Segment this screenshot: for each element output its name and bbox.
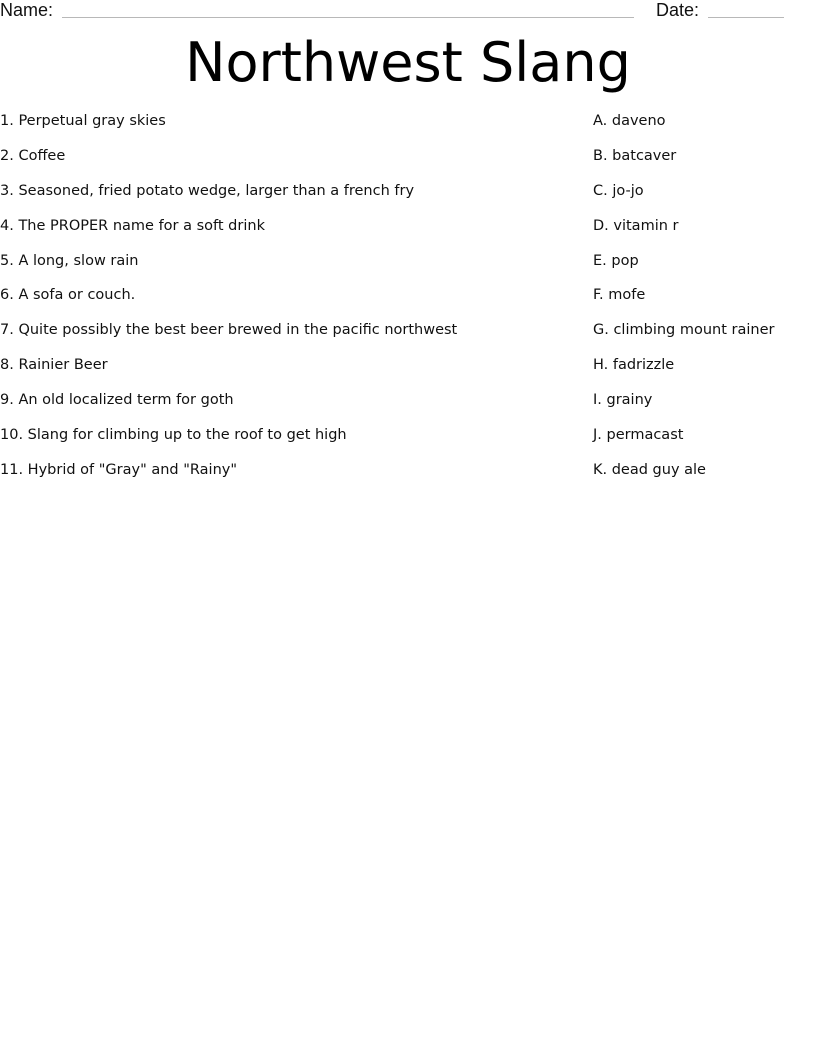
answer-item: C. jo-jo [593,182,644,199]
answer-item: E. pop [593,252,639,269]
answer-item: F. mofe [593,287,646,304]
answer-item: D. vitamin r [593,217,679,234]
answer-item: K. dead guy ale [593,461,706,478]
answer-item: A. daveno [593,113,666,129]
clue-item: 4. The PROPER name for a soft drink [0,217,265,234]
page-title: Northwest Slang [185,31,631,94]
answer-item: I. grainy [593,392,653,409]
date-label: Date: [656,0,700,20]
answer-list [593,111,815,495]
clue-list [0,111,570,495]
clue-item: 7. Quite possibly the best beer brewed in the pacific northwest [0,322,458,339]
clue-item: 5. A long, slow rain [0,252,139,269]
clue-item: 3. Seasoned, fried potato wedge, larger than a french fry [0,182,415,199]
name-label: Name: [0,0,54,20]
answer-item: B. batcaver [593,147,677,164]
worksheet-header [0,0,816,24]
name-blank-line [62,17,634,18]
date-blank-line [708,17,784,18]
clue-item: 1. Perpetual gray skies [0,113,166,129]
answer-item: H. fadrizzle [593,357,675,374]
clue-item: 8. Rainier Beer [0,357,108,374]
answer-item: G. climbing mount rainer [593,322,775,339]
answer-item: J. permacast [593,427,684,444]
clue-item: 2. Coffee [0,147,66,164]
clue-item: 11. Hybrid of "Gray" and "Rainy" [0,461,238,478]
clue-item: 6. A sofa or couch. [0,287,136,304]
clue-item: 9. An old localized term for goth [0,392,234,409]
clue-item: 10. Slang for climbing up to the roof to get high [0,427,347,444]
